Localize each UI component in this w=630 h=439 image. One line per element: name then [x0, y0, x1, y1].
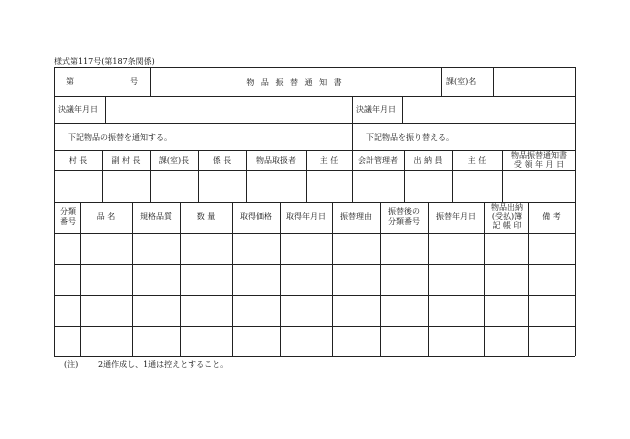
cell-new-class[interactable] [383, 243, 425, 255]
decision-date-label-right: 決議年月日 [356, 105, 396, 114]
cell-remarks[interactable] [531, 336, 572, 348]
cell-transfer-date[interactable] [431, 243, 481, 255]
cell-acq-date[interactable] [283, 243, 329, 255]
cell-reason[interactable] [335, 305, 377, 317]
col-ledger-3: 記 帳 印 [492, 221, 522, 230]
col-item-name: 品 名 [96, 212, 116, 221]
cell-acq-date[interactable] [283, 336, 329, 348]
cell-price[interactable] [235, 243, 277, 255]
approver-deputy-mayor: 副 村 長 [111, 156, 141, 165]
seal-box-chief-left[interactable] [308, 172, 350, 200]
approver-section-chief: 課(室)長 [158, 156, 190, 165]
approver-chief-right: 主 任 [467, 156, 487, 165]
col-ledger-1: 物品出納 [491, 203, 523, 212]
cell-class-no[interactable] [57, 243, 77, 255]
approver-mayor: 村 長 [68, 156, 88, 165]
col-transfer-reason: 振替理由 [340, 212, 372, 221]
cell-acq-date[interactable] [283, 274, 329, 286]
col-transfer-date: 振替年月日 [436, 212, 476, 221]
col-acquisition-price: 取得価格 [240, 212, 272, 221]
approver-goods-handler: 物品取扱者 [256, 156, 296, 165]
cell-spec[interactable] [135, 336, 177, 348]
cell-price[interactable] [235, 305, 277, 317]
cell-acq-date[interactable] [283, 305, 329, 317]
seal-box-accounting-manager[interactable] [354, 172, 402, 200]
col-ledger-2: (受払)簿 [491, 212, 523, 221]
col-spec-quality: 規格品質 [140, 212, 172, 221]
notice-receipt-label-2: 受 領 年 月 日 [513, 160, 565, 169]
cell-transfer-date[interactable] [431, 336, 481, 348]
notice-receipt-label-1: 物品振替通知書 [511, 151, 567, 160]
seal-box-subsection-chief[interactable] [200, 172, 244, 200]
notice-left: 下記物品の振替を通知する。 [68, 133, 172, 142]
approver-chief-left: 主 任 [319, 156, 339, 165]
cell-spec[interactable] [135, 243, 177, 255]
cell-reason[interactable] [335, 336, 377, 348]
cell-name[interactable] [83, 274, 129, 286]
number-dai-label: 第 [66, 77, 74, 86]
col-remarks: 備 考 [542, 212, 561, 221]
cell-price[interactable] [235, 336, 277, 348]
seal-box-cashier[interactable] [406, 172, 450, 200]
footnote-mark: (注) [64, 360, 79, 369]
cell-new-class[interactable] [383, 336, 425, 348]
footnote-text: 2通作成し、1通は控えとすること。 [98, 360, 229, 369]
number-go-label: 号 [130, 77, 138, 86]
cell-qty[interactable] [183, 274, 229, 286]
col-class-no-2: 番号 [60, 217, 76, 226]
cell-ledger[interactable] [487, 336, 525, 348]
form-number: 様式第117号(第187条関係) [54, 57, 155, 66]
cell-transfer-date[interactable] [431, 305, 481, 317]
cell-remarks[interactable] [531, 274, 572, 286]
cell-qty[interactable] [183, 336, 229, 348]
cell-transfer-date[interactable] [431, 274, 481, 286]
section-room-label: 課(室)名 [446, 77, 477, 86]
seal-box-deputy-mayor[interactable] [104, 172, 148, 200]
cell-remarks[interactable] [531, 305, 572, 317]
cell-price[interactable] [235, 274, 277, 286]
section-room-field[interactable] [495, 69, 573, 94]
cell-spec[interactable] [135, 305, 177, 317]
col-quantity: 数 量 [196, 212, 216, 221]
cell-name[interactable] [83, 336, 129, 348]
cell-remarks[interactable] [531, 243, 572, 255]
seal-box-mayor[interactable] [56, 172, 100, 200]
seal-box-goods-handler[interactable] [248, 172, 304, 200]
cell-new-class[interactable] [383, 305, 425, 317]
cell-name[interactable] [83, 305, 129, 317]
cell-ledger[interactable] [487, 274, 525, 286]
decision-date-label-left: 決議年月日 [58, 105, 98, 114]
cell-ledger[interactable] [487, 305, 525, 317]
col-acquisition-date: 取得年月日 [286, 212, 326, 221]
col-class-no-1: 分類 [60, 207, 76, 216]
seal-box-chief-right[interactable] [454, 172, 500, 200]
cell-reason[interactable] [335, 274, 377, 286]
cell-qty[interactable] [183, 305, 229, 317]
col-new-class-1: 振替後の [388, 207, 420, 216]
notice-right: 下記物品を振り替える。 [366, 133, 454, 142]
col-new-class-2: 分類番号 [388, 217, 420, 226]
seal-box-section-chief[interactable] [152, 172, 196, 200]
document-title: 物 品 振 替 通 知 書 [246, 78, 344, 87]
cell-name[interactable] [83, 243, 129, 255]
cell-spec[interactable] [135, 274, 177, 286]
approver-subsection-chief: 係 長 [212, 156, 232, 165]
decision-date-field-right[interactable] [404, 98, 573, 121]
notice-receipt-date-field[interactable] [504, 172, 573, 200]
cell-ledger[interactable] [487, 243, 525, 255]
cell-class-no[interactable] [57, 336, 77, 348]
decision-date-field-left[interactable] [107, 98, 350, 121]
cell-qty[interactable] [183, 243, 229, 255]
cell-class-no[interactable] [57, 305, 77, 317]
cell-class-no[interactable] [57, 274, 77, 286]
cell-reason[interactable] [335, 243, 377, 255]
approver-cashier: 出 納 員 [413, 156, 443, 165]
cell-new-class[interactable] [383, 274, 425, 286]
approver-accounting-manager: 会計管理者 [358, 156, 398, 165]
